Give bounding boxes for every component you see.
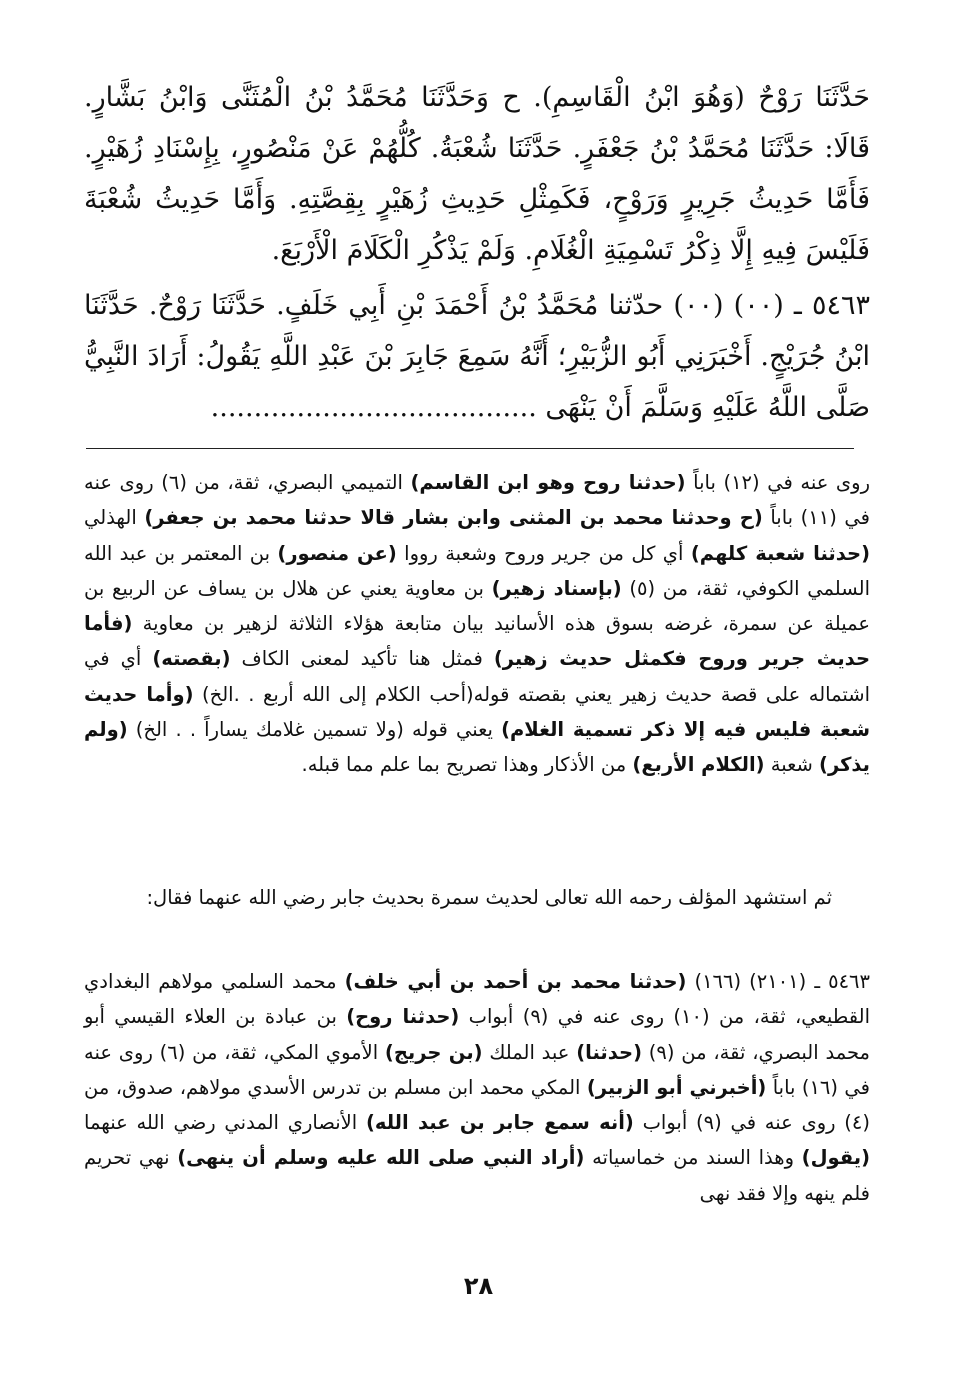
- quoted-hadith-phrase: (وأما حديث شعبة فليس فيه إلا ذكر تسمية الغلام): [84, 682, 870, 742]
- quoted-hadith-phrase: (حدثنا شعبة كلهم): [690, 541, 870, 565]
- commentary-text: الأنصاري المدني رضي الله عنهما: [84, 1111, 366, 1135]
- commentary-text: فمثل هنا تأكيد لمعنى الكاف: [230, 647, 494, 671]
- quoted-hadith-phrase: (فأما حديث جرير وروح فكمثل حديث زهير): [84, 612, 870, 671]
- commentary-text: وهذا السند من خماسياته: [584, 1146, 802, 1170]
- quoted-hadith-phrase: (يقول): [801, 1146, 870, 1170]
- commentary-text: من الأذكار وهذا تصريح بما علم مما قبله.: [301, 753, 633, 777]
- matn-paragraph-2: ٥٤٦٣ ـ (٠٠) (٠٠) حدّثنا مُحَمَّدُ بْنُ أَحْمَدَ بْنِ أَبِي خَلَفٍ. حَدَّثَنَا رَوْحٌ. حَدَّثَنَا ابْنُ جُرَيْجٍ. أَخْبَرَنِي أَبُو الزُّبَيْرِ؛ أَنَّهُ سَمِعَ جَابِرَ بْنَ عَبْدِ اللَّهِ يَقُولُ: أَرَادَ النَّبِيُّ صَلَّى اللَّهُ عَلَيْهِ وَسَلَّمَ أَنْ يَنْهَى ......................................: [84, 290, 870, 423]
- quoted-hadith-phrase: (حدثنا روح): [346, 1005, 460, 1029]
- quoted-hadith-phrase: (أنه سمع جابر بن عبد الله): [365, 1111, 634, 1135]
- quoted-hadith-phrase: (ولم يذكر): [84, 718, 870, 777]
- commentary-text: الأموي المكي، ثقة، من (٦) روى عنه في (١٦) باباً: [84, 1040, 870, 1099]
- commentary-text: بن المعتمر بن عبد الله السلمي الكوفي، ثقة، من (٥): [84, 541, 871, 600]
- commentary-text: الهذلي: [84, 506, 145, 530]
- commentary-paragraph-1: [84, 465, 870, 783]
- commentary-text: ثم استشهد المؤلف رحمه الله تعالى لحديث سمرة بحديث جابر رضي الله عنهما فقال:: [146, 886, 832, 909]
- quoted-hadith-phrase: (ح وحدثنا محمد بن المثنى وابن بشار قالا حدثنا محمد بن جعفر): [144, 506, 763, 530]
- matn-paragraph-1: حَدَّثَنَا رَوْحٌ (وَهُوَ ابْنُ الْقَاسِمِ). ح وَحَدَّثَنَا مُحَمَّدُ بْنُ الْمُثَنَّى وَابْنُ بَشَّارٍ. قَالَا: حَدَّثَنَا مُحَمَّدُ بْنُ جَعْفَرٍ. حَدَّثَنَا شُعْبَةُ. كُلُّهُمْ عَنْ مَنْصُورٍ، بِإِسْنَادِ زُهَيْرٍ. فَأَمَّا حَدِيثُ جَرِيرٍ وَرَوْحٍ، فَكَمِثْلِ حَدِيثِ زُهَيْرٍ بِقِصَّتِهِ. وَأَمَّا حَدِيثُ شُعْبَةَ فَلَيْسَ فِيهِ إِلَّا ذِكْرُ تَسْمِيَةِ الْغُلَامِ. وَلَمْ يَذْكُرِ الْكَلَامَ الْأَرْبَعَ.: [84, 82, 870, 266]
- quoted-hadith-phrase: (عن منصور): [277, 541, 397, 565]
- commentary-text: نهي تحريم فلم ينهه وإلا فقد نهى: [84, 1146, 870, 1205]
- commentary-text: عبد الملك: [482, 1040, 577, 1064]
- commentary-text: محمد السلمي مولاهم البغدادي القطيعي، ثقة، من (١٠) روى عنه في (٩) أبواب: [84, 970, 871, 1029]
- commentary-text: شعبة: [764, 753, 820, 777]
- commentary-text: يعني قوله (ولا تسمين غلامك يساراً . . الخ): [127, 718, 502, 742]
- commentary-paragraph-3: [84, 964, 870, 1211]
- commentary-text: بن معاوية يعني عن هلال بن يساف عن الربيع بن عميلة عن سمرة، غرضه بسوق هذه الأسانيد بيان متابعة هؤلاء الثلاثة لزهير بن معاوية: [84, 576, 870, 636]
- quoted-hadith-phrase: (حدثنا): [576, 1040, 642, 1064]
- commentary-text: أي كل من جرير وروح وشعبة رووا: [396, 541, 691, 565]
- page-number: ٢٨: [463, 1272, 494, 1300]
- commentary-text: التميمي البصري، ثقة، من (٦) روى عنه في (١١) باباً: [84, 471, 871, 530]
- commentary-text: روى عنه في (١٢) باباً: [685, 471, 871, 494]
- quoted-hadith-phrase: (حدثنا روح وهو ابن القاسم): [410, 471, 686, 494]
- commentary-paragraph-2: [84, 880, 870, 915]
- quoted-hadith-phrase: (حدثنا محمد بن أحمد بن أبي خلف): [344, 970, 687, 993]
- quoted-hadith-phrase: (بن جريج): [384, 1040, 483, 1064]
- quoted-hadith-phrase: (أخبرني أبو الزبير): [586, 1075, 767, 1099]
- commentary-text: أي في اشتماله على قصة حديث زهير يعني بقصته قوله(أحب الكلام إلى الله أربع . .الخ): [84, 647, 870, 706]
- quoted-hadith-phrase: (بقصته): [152, 647, 231, 671]
- hadith-number: ٥٤٦٣ ـ (٢١٠١) (١٦٦): [686, 970, 870, 993]
- commentary-text: بن عبادة بن العلاء القيسي أبو محمد البصري، ثقة، من (٩): [84, 1005, 870, 1064]
- commentary-text: المكي محمد ابن مسلم بن تدرس الأسدي مولاهم، صدوق، من (٤) روى عنه في (٩) أبواب: [84, 1075, 871, 1135]
- quoted-hadith-phrase: (الكلام الأربع): [632, 753, 765, 777]
- footnote-separator-line: [86, 448, 854, 449]
- quoted-hadith-phrase: (أراد النبي صلى الله عليه وسلم أن ينهى): [177, 1146, 585, 1170]
- quoted-hadith-phrase: (بإسناد زهير): [491, 576, 622, 600]
